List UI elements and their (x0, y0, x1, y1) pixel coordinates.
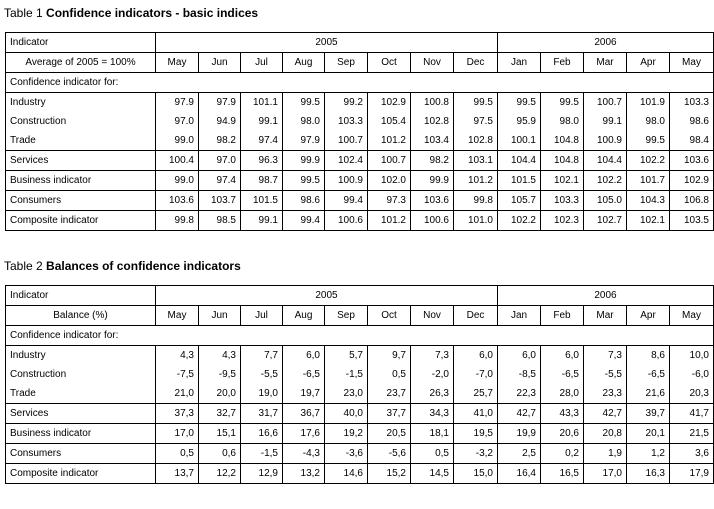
month-header: May (156, 53, 199, 73)
value-cell: 21,5 (670, 424, 714, 444)
value-cell: 99.1 (584, 112, 627, 131)
value-cell: 100.7 (368, 151, 411, 171)
value-cell: 101.2 (454, 171, 498, 191)
table2 (5, 285, 714, 484)
value-cell: 17,6 (283, 424, 325, 444)
table1-caption-prefix: Table 1 (4, 6, 43, 20)
value-cell: 21,6 (627, 384, 670, 404)
month-header: Jan (498, 306, 541, 326)
value-cell: 19,5 (454, 424, 498, 444)
value-cell: 106.8 (670, 191, 714, 211)
value-cell: 0,6 (199, 444, 241, 464)
month-header: Apr (627, 306, 670, 326)
header-row-months (6, 53, 714, 73)
value-cell: -6,5 (283, 365, 325, 384)
row-label: Trade (6, 131, 156, 151)
value-cell: 42,7 (498, 404, 541, 424)
month-header: Jul (241, 53, 283, 73)
value-cell: 104.8 (541, 131, 584, 151)
value-cell: 2,5 (498, 444, 541, 464)
value-cell: 14,5 (411, 464, 454, 484)
month-header: Jun (199, 53, 241, 73)
value-cell: 104.4 (584, 151, 627, 171)
value-cell: 43,3 (541, 404, 584, 424)
value-cell: 19,2 (325, 424, 368, 444)
value-cell: 0,2 (541, 444, 584, 464)
month-header: Nov (411, 53, 454, 73)
month-header: Sep (325, 53, 368, 73)
value-cell: 4,3 (199, 346, 241, 366)
value-cell: 0,5 (156, 444, 199, 464)
value-cell: 103.6 (670, 151, 714, 171)
value-cell: 100.6 (325, 211, 368, 231)
value-cell: 40,0 (325, 404, 368, 424)
month-header: Mar (584, 306, 627, 326)
value-cell: 102.8 (411, 112, 454, 131)
value-cell: 99.5 (283, 171, 325, 191)
value-cell: 25,7 (454, 384, 498, 404)
value-cell: 16,3 (627, 464, 670, 484)
indicator-header: Indicator (6, 33, 156, 53)
value-cell: 100.6 (411, 211, 454, 231)
value-cell: 101.9 (627, 93, 670, 113)
month-header: Jul (241, 306, 283, 326)
value-cell: 18,1 (411, 424, 454, 444)
value-cell: 15,0 (454, 464, 498, 484)
value-cell: 99.5 (454, 93, 498, 113)
value-cell: 101.1 (241, 93, 283, 113)
section-row (6, 73, 714, 93)
value-cell: 6,0 (498, 346, 541, 366)
value-cell: 98.0 (283, 112, 325, 131)
row-label: Consumers (6, 191, 156, 211)
value-cell: 98.2 (199, 131, 241, 151)
value-cell: 20,8 (584, 424, 627, 444)
value-cell: -6,5 (627, 365, 670, 384)
value-cell: 99.2 (325, 93, 368, 113)
value-cell: 101.5 (498, 171, 541, 191)
table-row (6, 211, 714, 231)
value-cell: 102.9 (368, 93, 411, 113)
value-cell: -1,5 (241, 444, 283, 464)
value-cell: 97.4 (199, 171, 241, 191)
value-cell: 103.3 (541, 191, 584, 211)
table-row (6, 151, 714, 171)
value-cell: 41,0 (454, 404, 498, 424)
value-cell: 28,0 (541, 384, 584, 404)
unit-subheader: Average of 2005 = 100% (6, 53, 156, 73)
value-cell: 16,4 (498, 464, 541, 484)
value-cell: 104.4 (498, 151, 541, 171)
row-label: Composite indicator (6, 464, 156, 484)
value-cell: 16,5 (541, 464, 584, 484)
month-header: Feb (541, 53, 584, 73)
value-cell: -3,2 (454, 444, 498, 464)
value-cell: 34,3 (411, 404, 454, 424)
value-cell: 97.4 (241, 131, 283, 151)
value-cell: 98.0 (627, 112, 670, 131)
value-cell: 99.4 (325, 191, 368, 211)
row-label: Construction (6, 365, 156, 384)
value-cell: 20,5 (368, 424, 411, 444)
value-cell: 23,7 (368, 384, 411, 404)
value-cell: 99.9 (283, 151, 325, 171)
value-cell: -8,5 (498, 365, 541, 384)
value-cell: -4,3 (283, 444, 325, 464)
value-cell: 101.2 (368, 131, 411, 151)
month-header: Oct (368, 306, 411, 326)
value-cell: -5,5 (241, 365, 283, 384)
value-cell: 41,7 (670, 404, 714, 424)
value-cell: 23,0 (325, 384, 368, 404)
value-cell: 102.2 (627, 151, 670, 171)
value-cell: 102.2 (498, 211, 541, 231)
value-cell: -6,0 (670, 365, 714, 384)
value-cell: 7,3 (411, 346, 454, 366)
value-cell: 100.1 (498, 131, 541, 151)
value-cell: 9,7 (368, 346, 411, 366)
value-cell: 103.6 (156, 191, 199, 211)
header-row-years (6, 286, 714, 306)
value-cell: 0,5 (368, 365, 411, 384)
year-header-2005: 2005 (156, 33, 498, 53)
year-header-2006: 2006 (498, 286, 714, 306)
value-cell: 17,0 (156, 424, 199, 444)
value-cell: 102.9 (670, 171, 714, 191)
value-cell: 32,7 (199, 404, 241, 424)
value-cell: 0,5 (411, 444, 454, 464)
value-cell: 103.5 (670, 211, 714, 231)
table-row (6, 191, 714, 211)
value-cell: 19,0 (241, 384, 283, 404)
value-cell: 103.7 (199, 191, 241, 211)
table-row (6, 404, 714, 424)
value-cell: 39,7 (627, 404, 670, 424)
table-row (6, 131, 714, 151)
value-cell: 37,3 (156, 404, 199, 424)
value-cell: 6,0 (454, 346, 498, 366)
value-cell: 98.0 (541, 112, 584, 131)
value-cell: 1,2 (627, 444, 670, 464)
value-cell: 100.7 (325, 131, 368, 151)
value-cell: 103.4 (411, 131, 454, 151)
value-cell: 99.0 (156, 131, 199, 151)
value-cell: 95.9 (498, 112, 541, 131)
value-cell: 17,9 (670, 464, 714, 484)
value-cell: 31,7 (241, 404, 283, 424)
month-header: Feb (541, 306, 584, 326)
value-cell: 98.6 (670, 112, 714, 131)
value-cell: 96.3 (241, 151, 283, 171)
value-cell: 17,0 (584, 464, 627, 484)
value-cell: 103.1 (454, 151, 498, 171)
year-header-2005: 2005 (156, 286, 498, 306)
value-cell: 99.1 (241, 112, 283, 131)
value-cell: 102.1 (541, 171, 584, 191)
value-cell: 21,0 (156, 384, 199, 404)
value-cell: 94.9 (199, 112, 241, 131)
section-label: Confidence indicator for: (6, 73, 714, 93)
value-cell: 99.5 (283, 93, 325, 113)
month-header: Sep (325, 306, 368, 326)
value-cell: 102.4 (325, 151, 368, 171)
value-cell: -2,0 (411, 365, 454, 384)
value-cell: -7,0 (454, 365, 498, 384)
row-label: Industry (6, 346, 156, 366)
value-cell: 26,3 (411, 384, 454, 404)
month-header: Dec (454, 53, 498, 73)
value-cell: 105.7 (498, 191, 541, 211)
table1-caption-title: Confidence indicators - basic indices (46, 6, 259, 20)
value-cell: 15,1 (199, 424, 241, 444)
value-cell: 99.8 (156, 211, 199, 231)
value-cell: 37,7 (368, 404, 411, 424)
row-label: Business indicator (6, 171, 156, 191)
value-cell: 7,3 (584, 346, 627, 366)
value-cell: 101.7 (627, 171, 670, 191)
table-row (6, 384, 714, 404)
value-cell: 15,2 (368, 464, 411, 484)
table-row (6, 171, 714, 191)
value-cell: -1,5 (325, 365, 368, 384)
unit-subheader: Balance (%) (6, 306, 156, 326)
value-cell: 103.3 (325, 112, 368, 131)
value-cell: 4,3 (156, 346, 199, 366)
value-cell: 22,3 (498, 384, 541, 404)
value-cell: 1,9 (584, 444, 627, 464)
indicator-header: Indicator (6, 286, 156, 306)
value-cell: 6,0 (283, 346, 325, 366)
value-cell: 98.6 (283, 191, 325, 211)
table-row (6, 444, 714, 464)
value-cell: 102.1 (627, 211, 670, 231)
value-cell: -5,5 (584, 365, 627, 384)
value-cell: 104.3 (627, 191, 670, 211)
value-cell: 103.6 (411, 191, 454, 211)
value-cell: 102.8 (454, 131, 498, 151)
value-cell: 97.5 (454, 112, 498, 131)
value-cell: 99.1 (241, 211, 283, 231)
month-header: Jan (498, 53, 541, 73)
month-header: May (670, 306, 714, 326)
month-header: Aug (283, 306, 325, 326)
value-cell: 99.5 (627, 131, 670, 151)
value-cell: 97.9 (283, 131, 325, 151)
value-cell: 99.5 (541, 93, 584, 113)
value-cell: -5,6 (368, 444, 411, 464)
value-cell: 97.9 (199, 93, 241, 113)
value-cell: 7,7 (241, 346, 283, 366)
value-cell: 97.9 (156, 93, 199, 113)
value-cell: 101.5 (241, 191, 283, 211)
value-cell: 10,0 (670, 346, 714, 366)
month-header: Aug (283, 53, 325, 73)
row-label: Consumers (6, 444, 156, 464)
month-header: Oct (368, 53, 411, 73)
section-row (6, 326, 714, 346)
year-header-2006: 2006 (498, 33, 714, 53)
month-header: Dec (454, 306, 498, 326)
value-cell: 100.9 (584, 131, 627, 151)
table-row (6, 346, 714, 366)
value-cell: 100.9 (325, 171, 368, 191)
month-header: May (156, 306, 199, 326)
value-cell: 102.7 (584, 211, 627, 231)
value-cell: 99.4 (283, 211, 325, 231)
value-cell: 97.0 (156, 112, 199, 131)
value-cell: 97.0 (199, 151, 241, 171)
value-cell: -3,6 (325, 444, 368, 464)
table-row (6, 424, 714, 444)
value-cell: 102.2 (584, 171, 627, 191)
value-cell: 101.2 (368, 211, 411, 231)
value-cell: 97.3 (368, 191, 411, 211)
value-cell: 14,6 (325, 464, 368, 484)
value-cell: 20,6 (541, 424, 584, 444)
table-row (6, 112, 714, 131)
row-label: Services (6, 404, 156, 424)
value-cell: 99.8 (454, 191, 498, 211)
value-cell: 99.9 (411, 171, 454, 191)
value-cell: 3,6 (670, 444, 714, 464)
value-cell: 98.5 (199, 211, 241, 231)
value-cell: 102.0 (368, 171, 411, 191)
value-cell: 16,6 (241, 424, 283, 444)
value-cell: 20,3 (670, 384, 714, 404)
value-cell: 101.0 (454, 211, 498, 231)
value-cell: 103.3 (670, 93, 714, 113)
value-cell: 8,6 (627, 346, 670, 366)
value-cell: 6,0 (541, 346, 584, 366)
table1-caption (4, 6, 258, 20)
value-cell: 98.7 (241, 171, 283, 191)
value-cell: 98.4 (670, 131, 714, 151)
month-header: Mar (584, 53, 627, 73)
row-label: Construction (6, 112, 156, 131)
value-cell: 12,2 (199, 464, 241, 484)
table-row (6, 93, 714, 113)
month-header: May (670, 53, 714, 73)
header-row-years (6, 33, 714, 53)
row-label: Business indicator (6, 424, 156, 444)
value-cell: 100.4 (156, 151, 199, 171)
section-label: Confidence indicator for: (6, 326, 714, 346)
value-cell: -9,5 (199, 365, 241, 384)
table2-caption-title: Balances of confidence indicators (46, 259, 241, 273)
value-cell: 13,7 (156, 464, 199, 484)
table2-caption-prefix: Table 2 (4, 259, 43, 273)
value-cell: -7,5 (156, 365, 199, 384)
value-cell: 99.0 (156, 171, 199, 191)
value-cell: 102.3 (541, 211, 584, 231)
month-header: Apr (627, 53, 670, 73)
value-cell: 20,0 (199, 384, 241, 404)
value-cell: -6,5 (541, 365, 584, 384)
header-row-months (6, 306, 714, 326)
value-cell: 99.5 (498, 93, 541, 113)
value-cell: 20,1 (627, 424, 670, 444)
table-row (6, 365, 714, 384)
value-cell: 105.0 (584, 191, 627, 211)
table2-caption (4, 259, 241, 273)
value-cell: 12,9 (241, 464, 283, 484)
value-cell: 5,7 (325, 346, 368, 366)
value-cell: 100.8 (411, 93, 454, 113)
row-label: Trade (6, 384, 156, 404)
table1 (5, 32, 714, 231)
row-label: Industry (6, 93, 156, 113)
month-header: Jun (199, 306, 241, 326)
value-cell: 36,7 (283, 404, 325, 424)
value-cell: 105.4 (368, 112, 411, 131)
value-cell: 100.7 (584, 93, 627, 113)
value-cell: 13,2 (283, 464, 325, 484)
value-cell: 98.2 (411, 151, 454, 171)
row-label: Composite indicator (6, 211, 156, 231)
month-header: Nov (411, 306, 454, 326)
value-cell: 19,7 (283, 384, 325, 404)
value-cell: 42,7 (584, 404, 627, 424)
table-row (6, 464, 714, 484)
value-cell: 19,9 (498, 424, 541, 444)
row-label: Services (6, 151, 156, 171)
value-cell: 104.8 (541, 151, 584, 171)
value-cell: 23,3 (584, 384, 627, 404)
